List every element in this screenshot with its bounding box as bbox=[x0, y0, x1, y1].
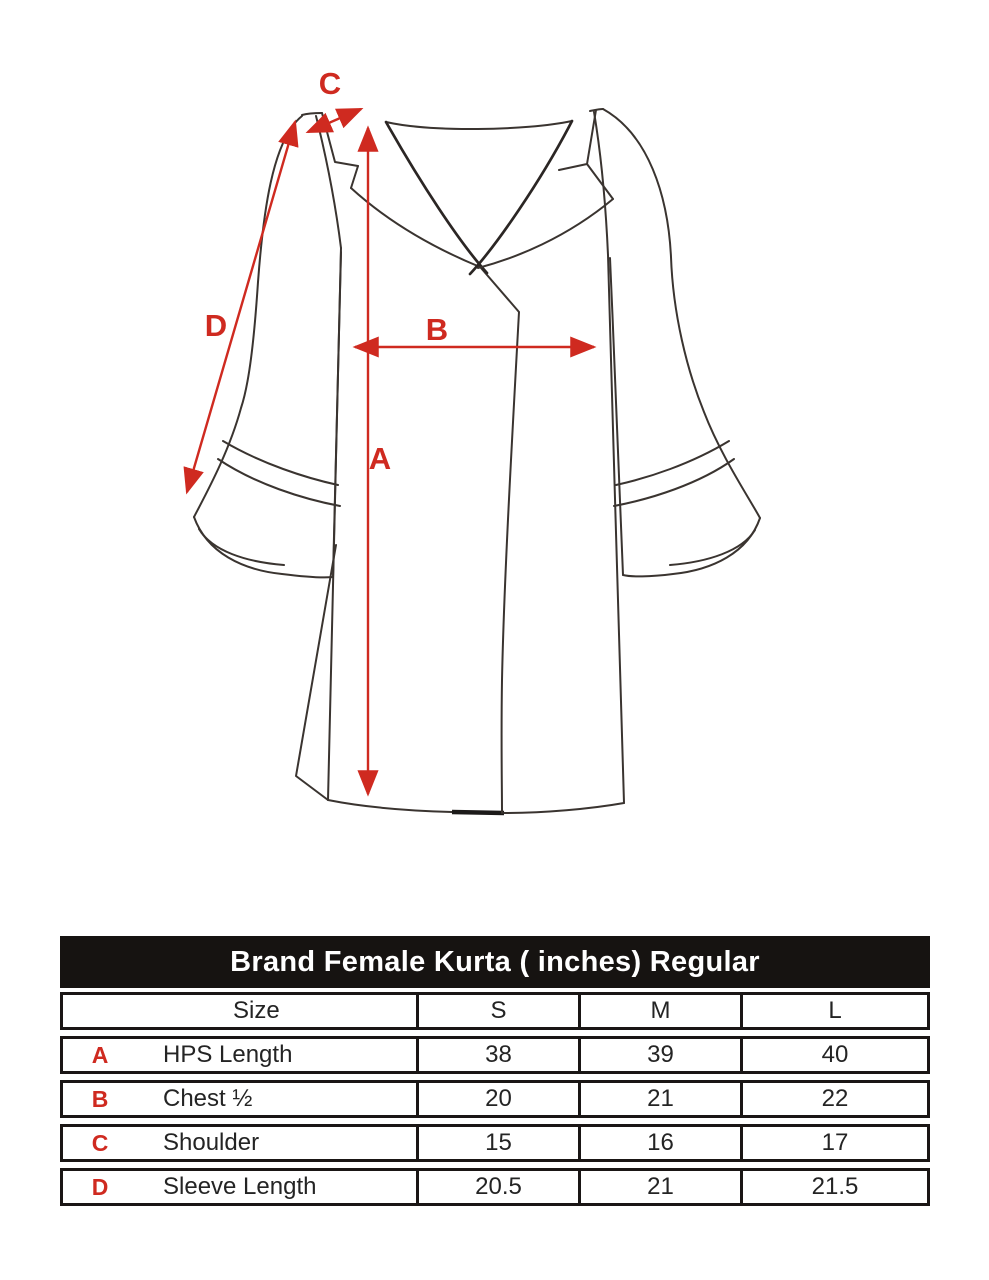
row-letter: B bbox=[91, 1085, 109, 1112]
size-chart-title: Brand Female Kurta ( inches) Regular bbox=[60, 936, 930, 988]
measure-arrow-a bbox=[368, 128, 391, 794]
measure-label-d: D bbox=[204, 308, 228, 343]
size-chart-table bbox=[60, 936, 930, 1206]
left-bell-sleeve bbox=[194, 116, 341, 577]
value-m: 21 bbox=[578, 1083, 740, 1115]
kurta-body-outline bbox=[296, 248, 624, 813]
row-label: Sleeve Length bbox=[163, 1173, 317, 1200]
value-l: 40 bbox=[740, 1039, 927, 1071]
table-row-chest bbox=[60, 1080, 930, 1118]
measure-label-c: C bbox=[318, 66, 342, 101]
value-l: 22 bbox=[740, 1083, 927, 1115]
value-s: 20.5 bbox=[416, 1171, 578, 1203]
row-label: HPS Length bbox=[163, 1041, 293, 1068]
column-header-s: S bbox=[416, 995, 578, 1027]
measure-label-a: A bbox=[368, 441, 392, 476]
value-m: 39 bbox=[578, 1039, 740, 1071]
value-l: 21.5 bbox=[740, 1171, 927, 1203]
measure-arrow-b bbox=[355, 312, 594, 347]
row-letter: D bbox=[91, 1173, 109, 1200]
row-letter: C bbox=[91, 1129, 109, 1156]
value-s: 38 bbox=[416, 1039, 578, 1071]
value-s: 15 bbox=[416, 1127, 578, 1159]
value-s: 20 bbox=[416, 1083, 578, 1115]
value-l: 17 bbox=[740, 1127, 927, 1159]
header-size-cell bbox=[63, 995, 416, 1027]
front-wrap-edge bbox=[481, 268, 519, 813]
table-header-row bbox=[60, 992, 930, 1030]
hem-underlayer bbox=[452, 812, 504, 813]
size-header-label: Size bbox=[233, 997, 280, 1024]
table-row-sleeve-length bbox=[60, 1168, 930, 1206]
row-label: Shoulder bbox=[163, 1129, 260, 1156]
measure-label-b: B bbox=[425, 312, 449, 347]
column-header-m: M bbox=[578, 995, 740, 1027]
value-m: 21 bbox=[578, 1171, 740, 1203]
notched-lapel-collar bbox=[302, 109, 613, 274]
row-letter: A bbox=[91, 1041, 109, 1068]
value-m: 16 bbox=[578, 1127, 740, 1159]
right-bell-sleeve bbox=[603, 109, 760, 576]
row-label: Chest ½ bbox=[163, 1085, 253, 1112]
table-row-shoulder bbox=[60, 1124, 930, 1162]
measure-arrow-c bbox=[308, 66, 361, 132]
measure-arrow-d bbox=[187, 122, 295, 492]
column-header-l: L bbox=[740, 995, 927, 1027]
table-row-hps-length bbox=[60, 1036, 930, 1074]
